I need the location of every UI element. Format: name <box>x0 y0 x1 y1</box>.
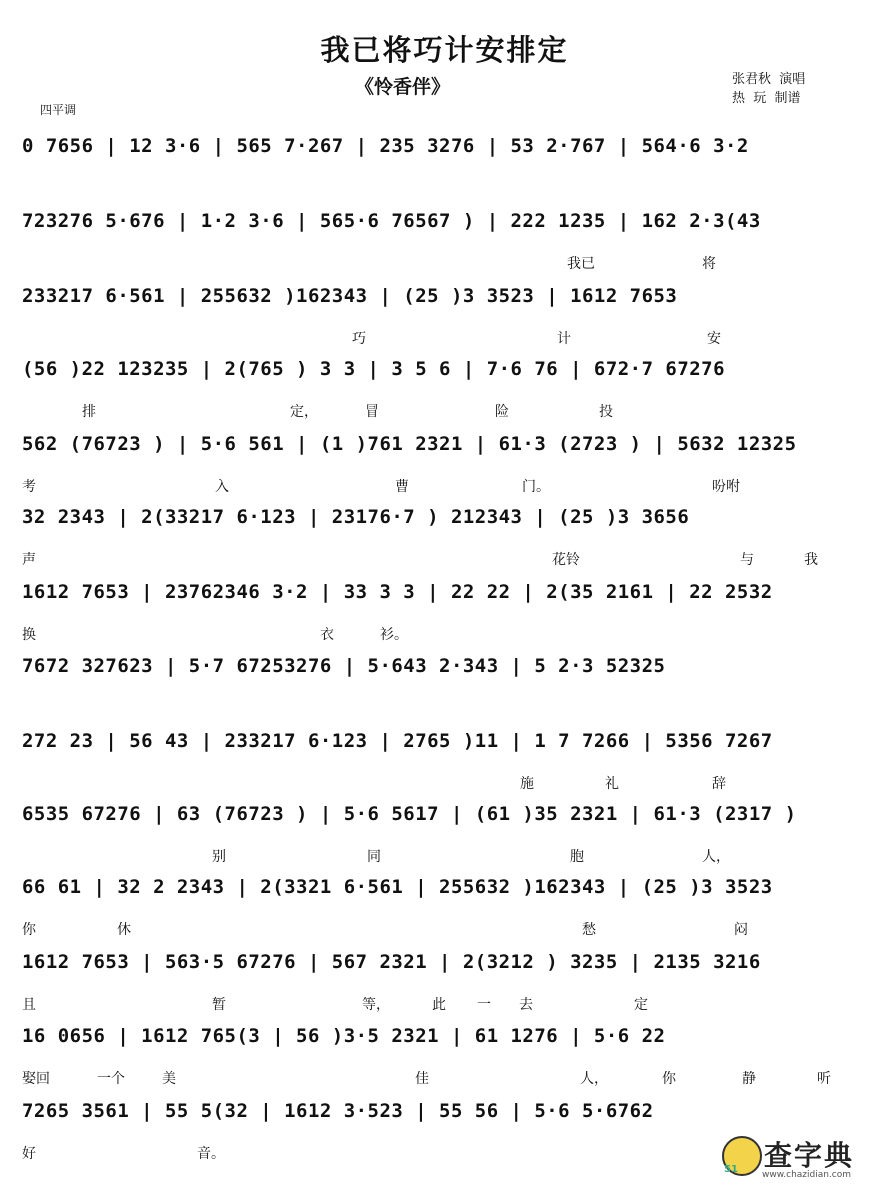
notation-line: 723276 5·676 | 1·2 3·6 | 565·6 76567 ) | 222 1235 | 162 2·3(43 <box>22 210 761 232</box>
lyric-syllable: 人， <box>580 1071 608 1087</box>
lyrics-line <box>22 846 862 866</box>
lyric-syllable: 排 <box>82 404 96 420</box>
lyric-syllable: 休 <box>117 922 131 938</box>
lyrics-line <box>22 919 862 939</box>
lyric-syllable: 娶回 <box>22 1071 50 1087</box>
notation-line: 6535 67276 | 63 (76723 ) | 5·6 5617 | (61 )35 2321 | 61·3 (2317 ) <box>22 803 797 825</box>
lyric-syllable: 同 <box>367 849 381 865</box>
lyric-syllable: 静 <box>742 1071 756 1087</box>
lyric-syllable: 礼 <box>605 776 619 792</box>
lyric-syllable: 辞 <box>712 776 726 792</box>
lyric-syllable: 衫。 <box>380 627 408 643</box>
notation-line: 233217 6·561 | 255632 )162343 | (25 )3 3523 | 1612 7653 <box>22 285 678 307</box>
notation-line: 272 23 | 56 43 | 233217 6·123 | 2765 )11 | 1 7 7266 | 5356 7267 <box>22 730 773 752</box>
lyrics-line <box>22 253 862 273</box>
opera-title: 《怜香伴》 <box>355 76 451 98</box>
lyric-syllable: 投 <box>599 404 613 420</box>
lyrics-line <box>22 328 862 348</box>
lyric-syllable: 定， <box>290 404 318 420</box>
watermark-brand: 查字典 <box>764 1139 855 1172</box>
lyric-syllable: 一个 <box>97 1071 125 1087</box>
lyrics-line <box>22 1068 862 1088</box>
notation-line: 1612 7653 | 563·5 67276 | 567 2321 | 2(3212 ) 3235 | 2135 3216 <box>22 951 761 973</box>
lyric-syllable: 闷 <box>734 922 748 938</box>
watermark-logo <box>716 1130 886 1188</box>
lyric-syllable: 佳 <box>415 1071 429 1087</box>
lyric-syllable: 此 <box>432 997 446 1013</box>
arranger-credit: 热 玩 制谱 <box>732 91 801 106</box>
notation-line: 562 (76723 ) | 5·6 561 | (1 )761 2321 | 61·3 (2723 ) | 5632 12325 <box>22 433 797 455</box>
lyric-syllable: 换 <box>22 627 36 643</box>
lyric-syllable: 吩咐 <box>712 479 740 495</box>
notation-line: (56 )22 123235 | 2(765 ) 3 3 | 3 5 6 | 7·6 76 | 672·7 67276 <box>22 358 725 380</box>
notation-line: 66 61 | 32 2 2343 | 2(3321 6·561 | 255632 )162343 | (25 )3 3523 <box>22 876 773 898</box>
lyric-syllable: 花铃 <box>552 552 580 568</box>
lyric-syllable: 愁 <box>582 922 596 938</box>
notation-line: 1612 7653 | 23762346 3·2 | 33 3 3 | 22 22 | 2(35 2161 | 22 2532 <box>22 581 773 603</box>
lyric-syllable: 音。 <box>197 1146 225 1162</box>
lyric-syllable: 去 <box>519 997 533 1013</box>
lyric-syllable: 巧 <box>352 331 366 347</box>
lyric-syllable: 美 <box>162 1071 176 1087</box>
song-title: 我已将巧计安排定 <box>320 33 569 67</box>
lyric-syllable: 等， <box>362 997 390 1013</box>
notation-line: 0 7656 | 12 3·6 | 565 7·267 | 235 3276 | 53 2·767 | 564·6 3·2 <box>22 135 749 157</box>
lyrics-line <box>22 178 862 198</box>
lyric-syllable: 一 <box>477 997 491 1013</box>
lyric-syllable: 我已 <box>567 256 595 272</box>
performer-credit: 张君秋 演唱 <box>732 72 806 87</box>
logo-mark-icon: 51 <box>724 1164 738 1175</box>
lyrics-line <box>22 549 862 569</box>
notation-line: 32 2343 | 2(33217 6·123 | 23176·7 ) 212343 | (25 )3 3656 <box>22 506 690 528</box>
lyric-syllable: 施 <box>520 776 534 792</box>
lyrics-line <box>22 994 862 1014</box>
lyrics-line <box>22 624 862 644</box>
lyric-syllable: 险 <box>495 404 509 420</box>
lyric-syllable: 曹 <box>395 479 409 495</box>
credits <box>732 70 805 108</box>
lyric-syllable: 入 <box>215 479 229 495</box>
lyric-syllable: 声 <box>22 552 36 568</box>
lyric-syllable: 你 <box>662 1071 676 1087</box>
watermark-url: www.chazidian.com <box>762 1170 852 1180</box>
lyric-syllable: 与 <box>740 552 754 568</box>
lyric-syllable: 暂 <box>212 997 226 1013</box>
lyric-syllable: 将 <box>702 256 716 272</box>
lyric-syllable: 好 <box>22 1146 36 1162</box>
notation-line: 7672 327623 | 5·7 67253276 | 5·643 2·343 | 5 2·3 52325 <box>22 655 666 677</box>
lyric-syllable: 胞 <box>570 849 584 865</box>
lyrics-line <box>22 476 862 496</box>
notation-line: 16 0656 | 1612 765(3 | 56 )3·5 2321 | 61 1276 | 5·6 22 <box>22 1025 666 1047</box>
lyric-syllable: 人， <box>702 849 730 865</box>
lyrics-line <box>22 773 862 793</box>
lyric-syllable: 安 <box>707 331 721 347</box>
lyric-syllable: 考 <box>22 479 36 495</box>
lyric-syllable: 门。 <box>522 479 550 495</box>
lyric-syllable: 你 <box>22 922 36 938</box>
lyric-syllable: 衣 <box>320 627 334 643</box>
lyrics-line <box>22 698 862 718</box>
lyric-syllable: 别 <box>212 849 226 865</box>
lyrics-line <box>22 401 862 421</box>
mode-label: 四平调 <box>40 103 77 117</box>
lyric-syllable: 且 <box>22 997 36 1013</box>
lyric-syllable: 我 <box>804 552 818 568</box>
lyric-syllable: 定 <box>634 997 648 1013</box>
notation-line: 7265 3561 | 55 5(32 | 1612 3·523 | 55 56 | 5·6 5·6762 <box>22 1100 654 1122</box>
lyric-syllable: 冒 <box>365 404 379 420</box>
lyric-syllable: 听 <box>817 1071 831 1087</box>
lyric-syllable: 计 <box>557 331 571 347</box>
